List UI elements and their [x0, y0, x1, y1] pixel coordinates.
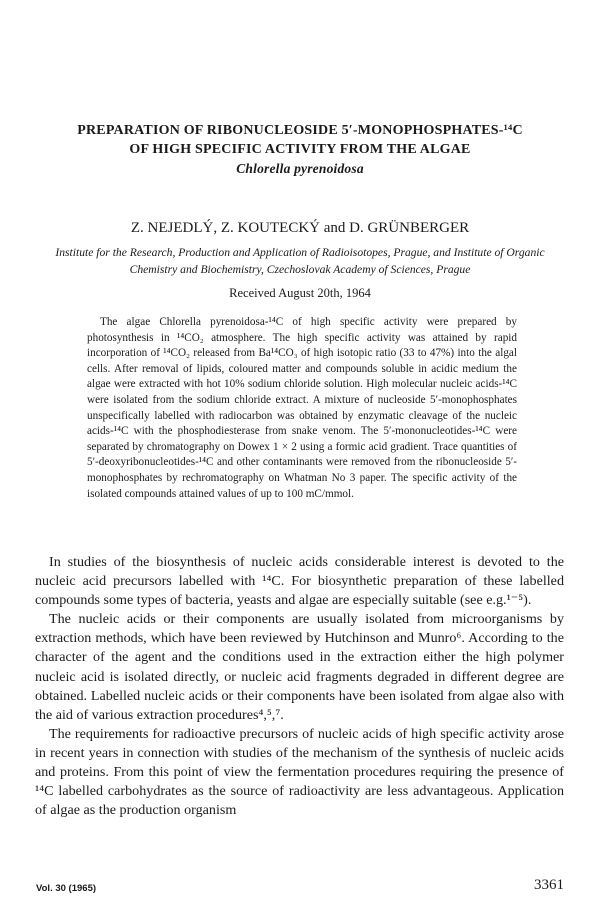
- authors: Z. NEJEDLÝ, Z. KOUTECKÝ and D. GRÜNBERGER: [130, 220, 470, 236]
- body-paragraph-2: The nucleic acids or their components are usually isolated from microorganisms by extraction methods, which have been reviewed by Hutchinson and Munro⁶. According to the character of the agent and the conditions used in the extraction either the high polymer nucleic acid is isolated directly, or nucleic acid fragments degraded in different degree are obtained. Labelled nucleic acids or their components have been isolated from algae also with the aid of various extraction procedures⁴,⁵,⁷.: [35, 611, 564, 723]
- title-line-3-species: Chlorella pyrenoidosa: [236, 161, 364, 176]
- body-paragraph-1: In studies of the biosynthesis of nucleic acids considerable interest is devoted to the nucleic acid precursors labelled with ¹⁴C. For biosynthetic preparation of these labelled compounds some types of bacteria, yeasts and algae are especially suitable (see e.g.¹⁻⁵).: [35, 554, 564, 609]
- received-date: Received August 20th, 1964: [229, 286, 371, 300]
- volume-footer: Vol. 30 (1965): [36, 883, 97, 894]
- article-title: [30, 121, 570, 178]
- abstract: The algae Chlorella pyrenoidosa-¹⁴C of high specific activity were prepared by photosynthesis in ¹⁴CO₂ atmosphere. The high specific activity was attained by rapid incorporation of ¹⁴CO₂ released from Ba¹⁴CO₃ of high isotopic ratio (33 to 47%) into the algal cells. After removal of lipids, coloured matter and compounds soluble in acidic medium the algae were extracted with hot 10% sodium chloride solution. High molecular nucleic acids-¹⁴C were isolated from the sodium chloride extract. A mixture of nucleoside 5′-monophosphates unspecifically labelled with radiocarbon was obtained by enzymatic cleavage of the nucleic acids-¹⁴C with the phosphodiesterase from snake venom. The 5′-mononucleotides-¹⁴C were separated by chromatography on Dowex 1 × 2 using a formic acid gradient. Trace quantities of 5′-deoxyribonucleotides-¹⁴C and other contaminants were removed from the ribonucleoside 5′-monophosphates by rechromatography on Whatman No 3 paper. The specific activity of the isolated compounds attained values of up to 100 mC/mmol.: [87, 316, 517, 500]
- title-line-2: OF HIGH SPECIFIC ACTIVITY FROM THE ALGAE: [129, 142, 471, 157]
- body-text: [35, 553, 564, 820]
- page-number: 3361: [534, 877, 564, 893]
- title-line-1: PREPARATION OF RIBONUCLEOSIDE 5′-MONOPHOSPHATES-¹⁴C: [77, 123, 523, 138]
- body-paragraph-3: The requirements for radioactive precursors of nucleic acids of high specific activity arose in recent years in connection with studies of the mechanism of the synthesis of nucleic acids and proteins. From this point of view the fermentation procedures requiring the presence of ¹⁴C labelled carbohydrates as the source of radioactivity are less advantageous. Application of algae as the production organism: [35, 725, 564, 819]
- affiliation: Institute for the Research, Production and Application of Radioisotopes, Prague, and Institute of Organic Chemistry and Biochemistry, Czechoslovak Academy of Sciences, Prague: [55, 246, 545, 276]
